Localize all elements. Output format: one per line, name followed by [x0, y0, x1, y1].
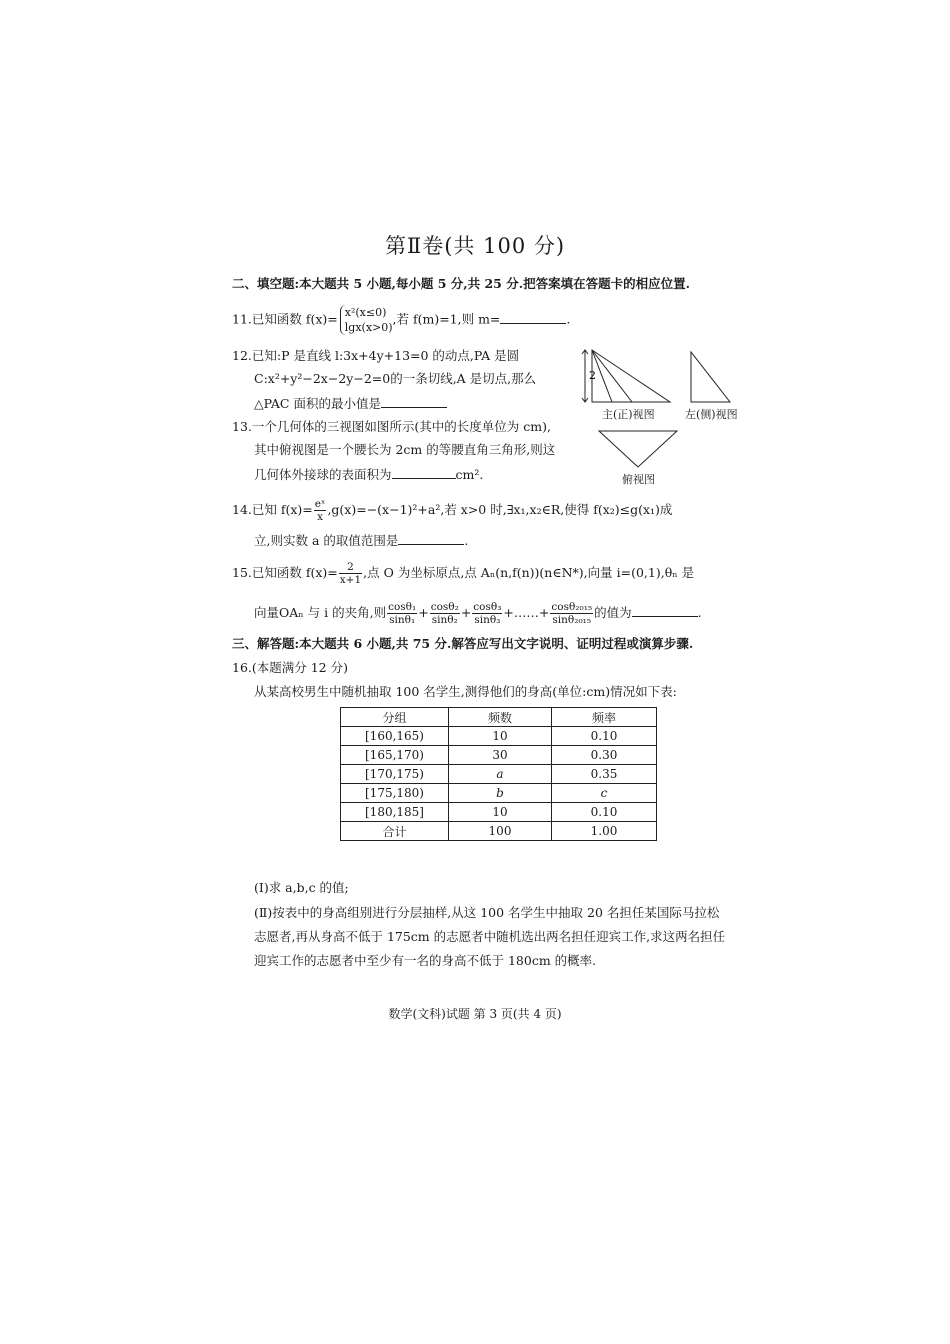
answer-blank-15[interactable]	[632, 603, 698, 617]
q15-t1-den: sinθ₁	[389, 614, 416, 626]
q14-line2-suffix: .	[464, 533, 469, 548]
table-cell: 0.35	[552, 765, 657, 784]
q16-intro: 从某高校男生中随机抽取 100 名学生,测得他们的身高(单位:cm)情况如下表:	[254, 684, 677, 699]
q15-t3-den: sinθ₃	[474, 614, 501, 626]
dimension-label: 2	[589, 369, 596, 382]
q14-line2	[254, 531, 468, 549]
answer-blank-14[interactable]	[398, 531, 464, 545]
table-cell: 0.30	[552, 746, 657, 765]
table-row	[341, 746, 657, 765]
answer-blank-12[interactable]	[381, 394, 447, 408]
answer-blank-13[interactable]	[392, 465, 456, 479]
q15-line2-b: 的值为	[594, 605, 632, 620]
fraction-term-2015	[550, 601, 593, 626]
table-row	[341, 803, 657, 822]
table-row	[341, 727, 657, 746]
q14-line2-prefix: 立,则实数 a 的取值范围是	[254, 533, 399, 548]
q15-line2-a: 向量OAₙ 与 i 的夹角,则	[254, 605, 387, 620]
table-row	[341, 765, 657, 784]
table-cell: 30	[449, 746, 552, 765]
table-cell: b	[449, 784, 552, 803]
q15-t2-num: cosθ₂	[430, 601, 459, 613]
q15-t4-den: sinθ₂₀₁₅	[552, 614, 592, 626]
q16-part2-line1: (Ⅱ)按表中的身高组别进行分层抽样,从这 100 名学生中抽取 20 名担任某国际马拉松	[254, 905, 720, 920]
table-header-cell: 频率	[552, 708, 657, 727]
q16-part1: (Ⅰ)求 a,b,c 的值;	[254, 880, 349, 895]
table-cell: 100	[449, 822, 552, 841]
table-cell: 1.00	[552, 822, 657, 841]
front-view-label: 主(正)视图	[602, 408, 655, 421]
q15-frac-den: x+1	[339, 574, 362, 586]
table-cell: 10	[449, 803, 552, 822]
q11-suffix: ,若 f(m)=1,则 m=	[392, 311, 501, 327]
top-view-figure	[599, 431, 677, 467]
q15-t3-num: cosθ₃	[473, 601, 502, 613]
table-header-cell: 频数	[449, 708, 552, 727]
q11-prefix: 11.已知函数 f(x)=	[232, 311, 338, 327]
q15-t2-den: sinθ₂	[431, 614, 458, 626]
q14-prefix: 14.已知 f(x)=	[232, 502, 313, 517]
q15-t1-num: cosθ₁	[388, 601, 417, 613]
q14-frac-den: x	[317, 511, 324, 523]
section2-heading: 二、填空题:本大题共 5 小题,每小题 5 分,共 25 分.把答案填在答题卡的相应位置.	[232, 276, 690, 291]
answer-blank-11[interactable]	[500, 310, 566, 324]
table-total-row	[341, 822, 657, 841]
question-14	[232, 498, 672, 523]
q16-part2-line2: 志愿者,再从身高不低于 175cm 的志愿者中随机选出两名担任迎宾工作,求这两名担任	[254, 929, 726, 944]
q11-case2: lgx(x>0)	[344, 321, 393, 334]
q11-case1: x²(x≤0)	[344, 306, 387, 319]
fraction-ex-over-x	[314, 498, 327, 523]
fraction-term-2	[430, 601, 460, 626]
q13-line1: 13.一个几何体的三视图如图所示(其中的长度单位为 cm),	[232, 419, 551, 434]
q13-line3-prefix: 几何体外接球的表面积为	[254, 467, 392, 482]
table-cell: [175,180)	[341, 784, 449, 803]
q16-part2-line3: 迎宾工作的志愿者中至少有一名的身高不低于 180cm 的概率.	[254, 953, 597, 968]
table-header-row	[341, 708, 657, 727]
table-cell: 合计	[341, 822, 449, 841]
q14-frac-num: eˣ	[314, 498, 326, 510]
q15-plus-dots: +……+	[503, 605, 550, 620]
fraction-term-3	[472, 601, 502, 626]
table-row	[341, 784, 657, 803]
q15-prefix: 15.已知函数 f(x)=	[232, 565, 338, 580]
q16-title: 16.(本题满分 12 分)	[232, 660, 348, 675]
side-view-figure	[691, 352, 730, 402]
q13-line2: 其中俯视图是一个腰长为 2cm 的等腰直角三角形,则这	[254, 442, 556, 457]
piecewise-brace	[340, 305, 393, 335]
table-cell: [165,170)	[341, 746, 449, 765]
q14-middle: ,g(x)=−(x−1)²+a²,若 x>0 时,∃x₁,x₂∈R,使得 f(x₂)≤g(x₁)成	[327, 502, 673, 517]
q15-frac-num: 2	[339, 561, 362, 574]
q15-middle: ,点 O 为坐标原点,点 Aₙ(n,f(n))(n∈N*),向量 i=(0,1),θₙ 是	[363, 565, 695, 580]
table-cell: [170,175)	[341, 765, 449, 784]
table-cell: [180,185]	[341, 803, 449, 822]
q15-t4-num: cosθ₂₀₁₅	[551, 601, 593, 613]
page-footer: 数学(文科)试题 第 3 页(共 4 页)	[388, 1007, 562, 1021]
top-view-label: 俯视图	[622, 473, 655, 486]
q13-line3-suffix: cm².	[455, 467, 484, 482]
page-title: 第Ⅱ卷(共 100 分)	[384, 234, 566, 258]
q15-line2-end: .	[697, 605, 702, 620]
question-15	[232, 561, 694, 586]
side-view-label: 左(侧)视图	[685, 408, 738, 421]
table-cell: [160,165)	[341, 727, 449, 746]
table-header-cell: 分组	[341, 708, 449, 727]
q11-end: .	[566, 311, 571, 327]
q15-line2: 向量OAₙ 与 i 的夹角,则 $\frac{\text{cosθ₁}}{\text{sinθ₁}}$ + $\frac{\text{cosθ₂}}{\text{sinθ₂}}$ + $\frac{\text{cosθ₃}}{\text{sinθ₃}}$ +……+ $\frac{\text{cosθ₂₀₁₅}}{\text{sinθ₂₀₁₅}}$ 的值为 .	[254, 601, 702, 626]
fraction-2-over-x-plus-1	[339, 561, 362, 586]
table-cell: 0.10	[552, 803, 657, 822]
q12-line3	[254, 394, 447, 412]
section3-heading: 三、解答题:本大题共 6 小题,共 75 分.解答应写出文字说明、证明过程或演算步骤.	[232, 636, 694, 651]
question-11	[232, 305, 570, 335]
q12-line1: 12.已知:P 是直线 l:3x+4y+13=0 的动点,PA 是圆	[232, 348, 520, 363]
q13-line3	[254, 465, 483, 483]
frequency-table	[340, 707, 657, 841]
table-cell: a	[449, 765, 552, 784]
q12-line2: C:x²+y²−2x−2y−2=0的一条切线,A 是切点,那么	[254, 371, 537, 386]
table-cell: c	[552, 784, 657, 803]
table-cell: 10	[449, 727, 552, 746]
fraction-term-1	[387, 601, 417, 626]
q12-line3-text: △PAC 面积的最小值是	[254, 396, 381, 411]
table-cell: 0.10	[552, 727, 657, 746]
